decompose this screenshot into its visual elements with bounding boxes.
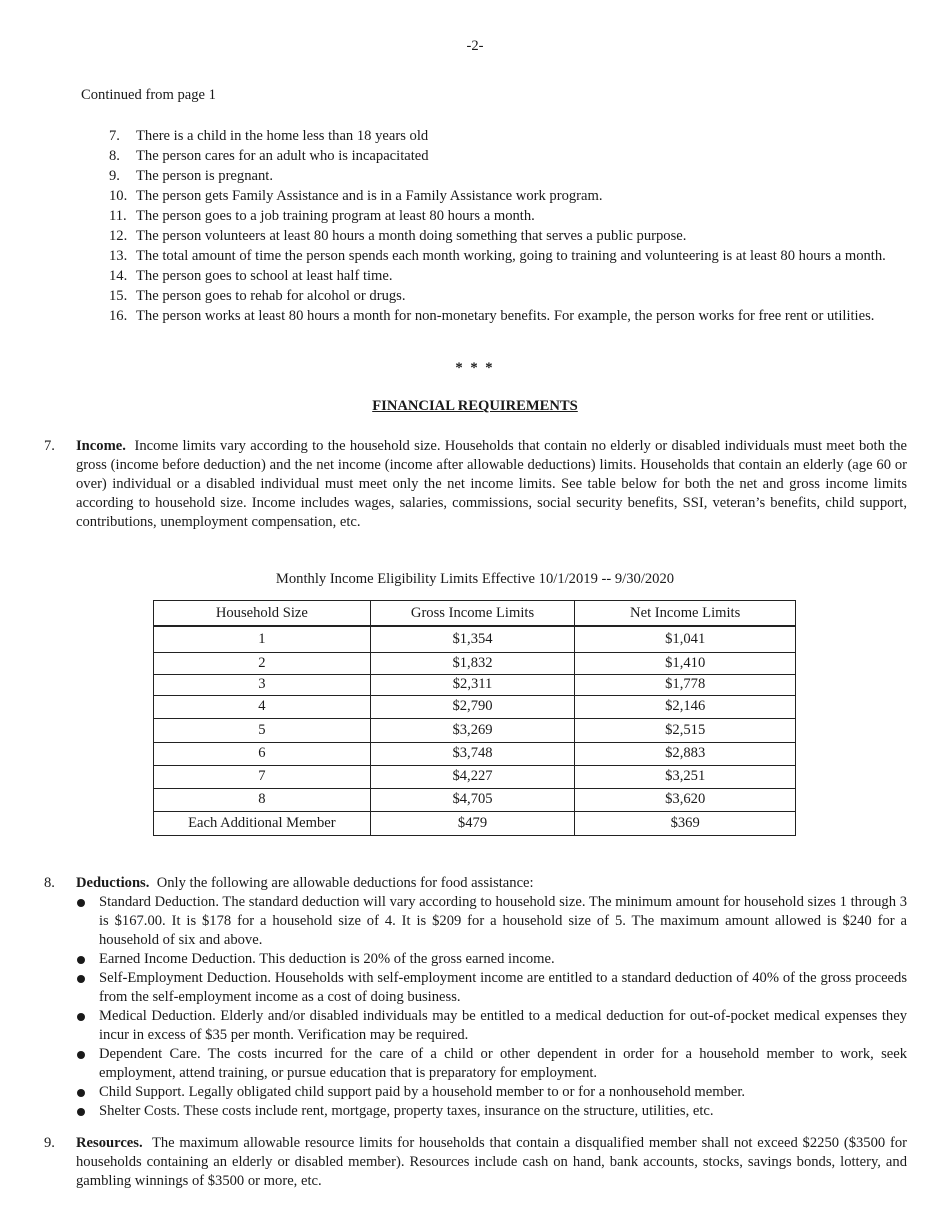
income-number: 7. [44, 438, 55, 454]
table-cell: 2 [154, 652, 371, 674]
list-item: Self-Employment Deduction. Households with self-employment income are entitled to a standard deduction of 40% of the gross proceeds from the self-employment income as a cost of doing business. [76, 969, 907, 1007]
list-item: Shelter Costs. These costs include rent, mortgage, property taxes, insurance on the structure, utilities, etc. [76, 1102, 907, 1121]
list-item: 13. The total amount of time the person spends each month working, going to training and volunteering is at least 80 hours a month. [109, 248, 886, 264]
table-cell: $4,705 [370, 788, 575, 811]
table-row [154, 811, 796, 835]
table-caption: Monthly Income Eligibility Limits Effective 10/1/2019 -- 9/30/2020 [275, 571, 675, 587]
table-cell: 3 [154, 674, 371, 695]
table-row [154, 765, 796, 788]
table-row [154, 788, 796, 811]
table-cell: $2,311 [370, 674, 575, 695]
table-cell: 1 [154, 626, 371, 652]
table-cell: Each Additional Member [154, 811, 371, 835]
deductions-paragraph [44, 874, 907, 1121]
table-cell: $3,748 [370, 742, 575, 765]
column-header: Gross Income Limits [370, 601, 575, 627]
list-item: 16. The person works at least 80 hours a month for non-monetary benefits. For example, the person works for free rent or utilities. [109, 308, 875, 324]
list-item: Standard Deduction. The standard deduction will vary according to household size. The minimum amount for household sizes 1 through 3 is $167.00. It is $178 for a household size of 4. It is $209 for a household size of 5. The maximum amount allowed is $240 for a household of six and above. [76, 893, 907, 950]
table-row [154, 626, 796, 652]
requirements-list [109, 126, 909, 326]
resources-paragraph [44, 1134, 907, 1191]
column-header: Net Income Limits [575, 601, 796, 627]
table-cell: $3,251 [575, 765, 796, 788]
bullet-icon [77, 1051, 85, 1059]
table-cell: $1,354 [370, 626, 575, 652]
continued-note: Continued from page 1 [81, 87, 216, 103]
income-title: Income. [76, 438, 126, 454]
table-cell: $1,778 [575, 674, 796, 695]
list-item: 14. The person goes to school at least half time. [109, 268, 393, 284]
table-cell: 5 [154, 718, 371, 742]
table-cell: $1,041 [575, 626, 796, 652]
table-cell: $369 [575, 811, 796, 835]
bullet-icon [77, 899, 85, 907]
income-paragraph [44, 437, 907, 532]
table-cell: $2,515 [575, 718, 796, 742]
list-item: 11. The person goes to a job training program at least 80 hours a month. [109, 208, 535, 224]
list-item: Dependent Care. The costs incurred for the care of a child or other dependent in order for a household member to work, seek employment, attend training, or pursue education that is preparatory for employment. [76, 1045, 907, 1083]
list-item: 10. The person gets Family Assistance and is in a Family Assistance work program. [109, 188, 603, 204]
resources-text: The maximum allowable resource limits for households that contain a disqualified member shall not exceed $2250 ($3500 for households containing an elderly or disabled member). Resources include cash on hand, bank accounts, stocks, savings bonds, lottery, and gambling winnings of $3500 or more, etc. [76, 1135, 907, 1189]
table-row [154, 674, 796, 695]
table-row [154, 652, 796, 674]
table-cell: $2,790 [370, 695, 575, 718]
table-cell: $1,410 [575, 652, 796, 674]
bullet-icon [77, 975, 85, 983]
page-number: -2- [466, 38, 484, 54]
resources-title: Resources. [76, 1135, 143, 1151]
table-cell: 6 [154, 742, 371, 765]
table-row [154, 718, 796, 742]
bullet-icon [77, 1089, 85, 1097]
income-limits-table [153, 600, 796, 836]
list-item: 15. The person goes to rehab for alcohol or drugs. [109, 288, 406, 304]
section-separator: * * * [455, 360, 495, 376]
table-cell: $4,227 [370, 765, 575, 788]
deductions-number: 8. [44, 875, 55, 891]
column-header: Household Size [154, 601, 371, 627]
table-cell: $479 [370, 811, 575, 835]
table-cell: $3,269 [370, 718, 575, 742]
table-row [154, 695, 796, 718]
list-item: 7. There is a child in the home less than 18 years old [109, 128, 429, 144]
deductions-list [76, 893, 907, 1121]
table-row [154, 742, 796, 765]
list-item: 8. The person cares for an adult who is incapacitated [109, 148, 429, 164]
list-item: Child Support. Legally obligated child support paid by a household member to or for a nonhousehold member. [76, 1083, 907, 1102]
income-text: Income limits vary according to the household size. Households that contain no elderly or disabled individuals must meet both the gross (income before deduction) and the net income (income after allowable deductions) limits. Households that contain an elderly (age 60 or over) individual or a disabled individual must meet only the net income limits. See table below for both the net and gross income limits according to household size. Income includes wages, salaries, commissions, social security benefits, SSI, veteran’s benefits, child support, contributions, unemployment compensation, etc. [76, 438, 908, 530]
table-header-row [154, 601, 796, 627]
table-cell: $3,620 [575, 788, 796, 811]
table-cell: $1,832 [370, 652, 575, 674]
table-cell: 4 [154, 695, 371, 718]
list-item: 9. The person is pregnant. [109, 168, 273, 184]
deductions-intro: Only the following are allowable deductions for food assistance: [156, 875, 534, 891]
deductions-title: Deductions. [76, 875, 150, 891]
bullet-icon [77, 1108, 85, 1116]
table-cell: $2,883 [575, 742, 796, 765]
table-cell: 8 [154, 788, 371, 811]
table-cell: $2,146 [575, 695, 796, 718]
list-item: Earned Income Deduction. This deduction is 20% of the gross earned income. [76, 950, 907, 969]
list-item: 12. The person volunteers at least 80 hours a month doing something that serves a public purpose. [109, 228, 687, 244]
table-cell: 7 [154, 765, 371, 788]
section-title: FINANCIAL REQUIREMENTS [372, 398, 578, 414]
bullet-icon [77, 1013, 85, 1021]
bullet-icon [77, 956, 85, 964]
resources-number: 9. [44, 1135, 55, 1151]
list-item: Medical Deduction. Elderly and/or disabled individuals may be entitled to a medical deduction for out-of-pocket medical expenses they incur in excess of $35 per month. Verification may be required. [76, 1007, 907, 1045]
